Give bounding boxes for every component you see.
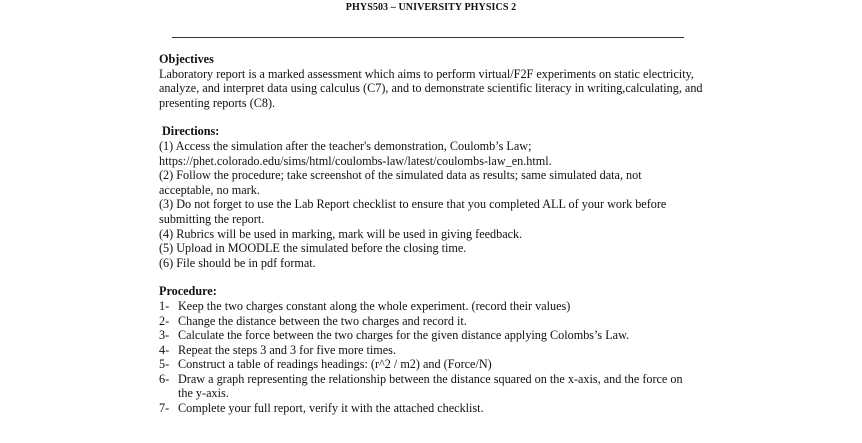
section-spacer xyxy=(159,270,729,284)
direction-line: (4) Rubrics will be used in marking, mark will be used in giving feedback. xyxy=(159,226,523,241)
direction-line: acceptable, no mark. xyxy=(159,182,260,197)
step-number: 3- xyxy=(159,328,170,343)
procedure-step xyxy=(159,343,729,358)
procedure-step xyxy=(159,372,729,401)
direction-line: submitting the report. xyxy=(159,211,265,226)
step-text: Change the distance between the two charges and record it. xyxy=(178,313,467,328)
procedure-list xyxy=(159,299,729,416)
direction-line: (3) Do not forget to use the Lab Report checklist to ensure that you completed ALL of your work before xyxy=(159,197,667,212)
step-text: Repeat the steps 3 and 3 for five more times. xyxy=(178,342,396,357)
procedure-step xyxy=(159,401,729,416)
procedure-step xyxy=(159,299,729,314)
step-number: 1- xyxy=(159,298,170,313)
step-text: Complete your full report, verify it with the attached checklist. xyxy=(178,401,484,416)
step-number: 5- xyxy=(159,357,170,372)
procedure-step xyxy=(159,328,729,343)
objectives-line: presenting reports (C8). xyxy=(159,95,276,110)
direction-line: (5) Upload in MOODLE the simulated before the closing time. xyxy=(159,241,467,256)
header-divider xyxy=(172,37,684,38)
section-spacer xyxy=(159,110,729,124)
procedure-heading: Procedure: xyxy=(159,284,217,299)
direction-line: (2) Follow the procedure; take screenshot of the simulated data as results; same simulated data, not xyxy=(159,168,642,183)
step-number: 2- xyxy=(159,313,170,328)
document-body xyxy=(159,52,729,416)
objectives-line: analyze, and interpret data using calculus (C7), and to demonstrate scientific literacy in writing,calculating, and xyxy=(159,81,703,96)
step-text: Calculate the force between the two charges for the given distance applying Colombs’s Law. xyxy=(178,328,630,343)
step-text: Draw a graph representing the relationship between the distance squared on the x-axis, and the force on xyxy=(178,371,683,386)
step-number: 6- xyxy=(159,371,170,386)
simulation-link[interactable]: https://phet.colorado.edu/sims/html/coulombs-law/latest/coulombs-law_en.html. xyxy=(159,153,552,168)
directions-heading: Directions: xyxy=(162,124,220,139)
page-header-title: PHYS503 – UNIVERSITY PHYSICS 2 xyxy=(345,2,517,13)
procedure-section xyxy=(159,284,729,415)
procedure-step xyxy=(159,357,729,372)
procedure-step xyxy=(159,314,729,329)
step-number: 4- xyxy=(159,342,170,357)
objectives-section xyxy=(159,52,729,110)
direction-line: (1) Access the simulation after the teacher's demonstration, Coulomb’s Law; xyxy=(159,138,532,153)
step-text: Construct a table of readings headings: (r^2 / m2) and (Force/N) xyxy=(178,357,492,372)
direction-line: (6) File should be in pdf format. xyxy=(159,255,316,270)
objectives-line: Laboratory report is a marked assessment which aims to perform virtual/F2F experiments on static electricity, xyxy=(159,66,694,81)
step-number: 7- xyxy=(159,401,170,416)
directions-section xyxy=(159,124,729,270)
objectives-heading: Objectives xyxy=(159,52,214,66)
step-text-continued: the y-axis. xyxy=(178,386,229,401)
step-text: Keep the two charges constant along the whole experiment. (record their values) xyxy=(178,298,571,313)
